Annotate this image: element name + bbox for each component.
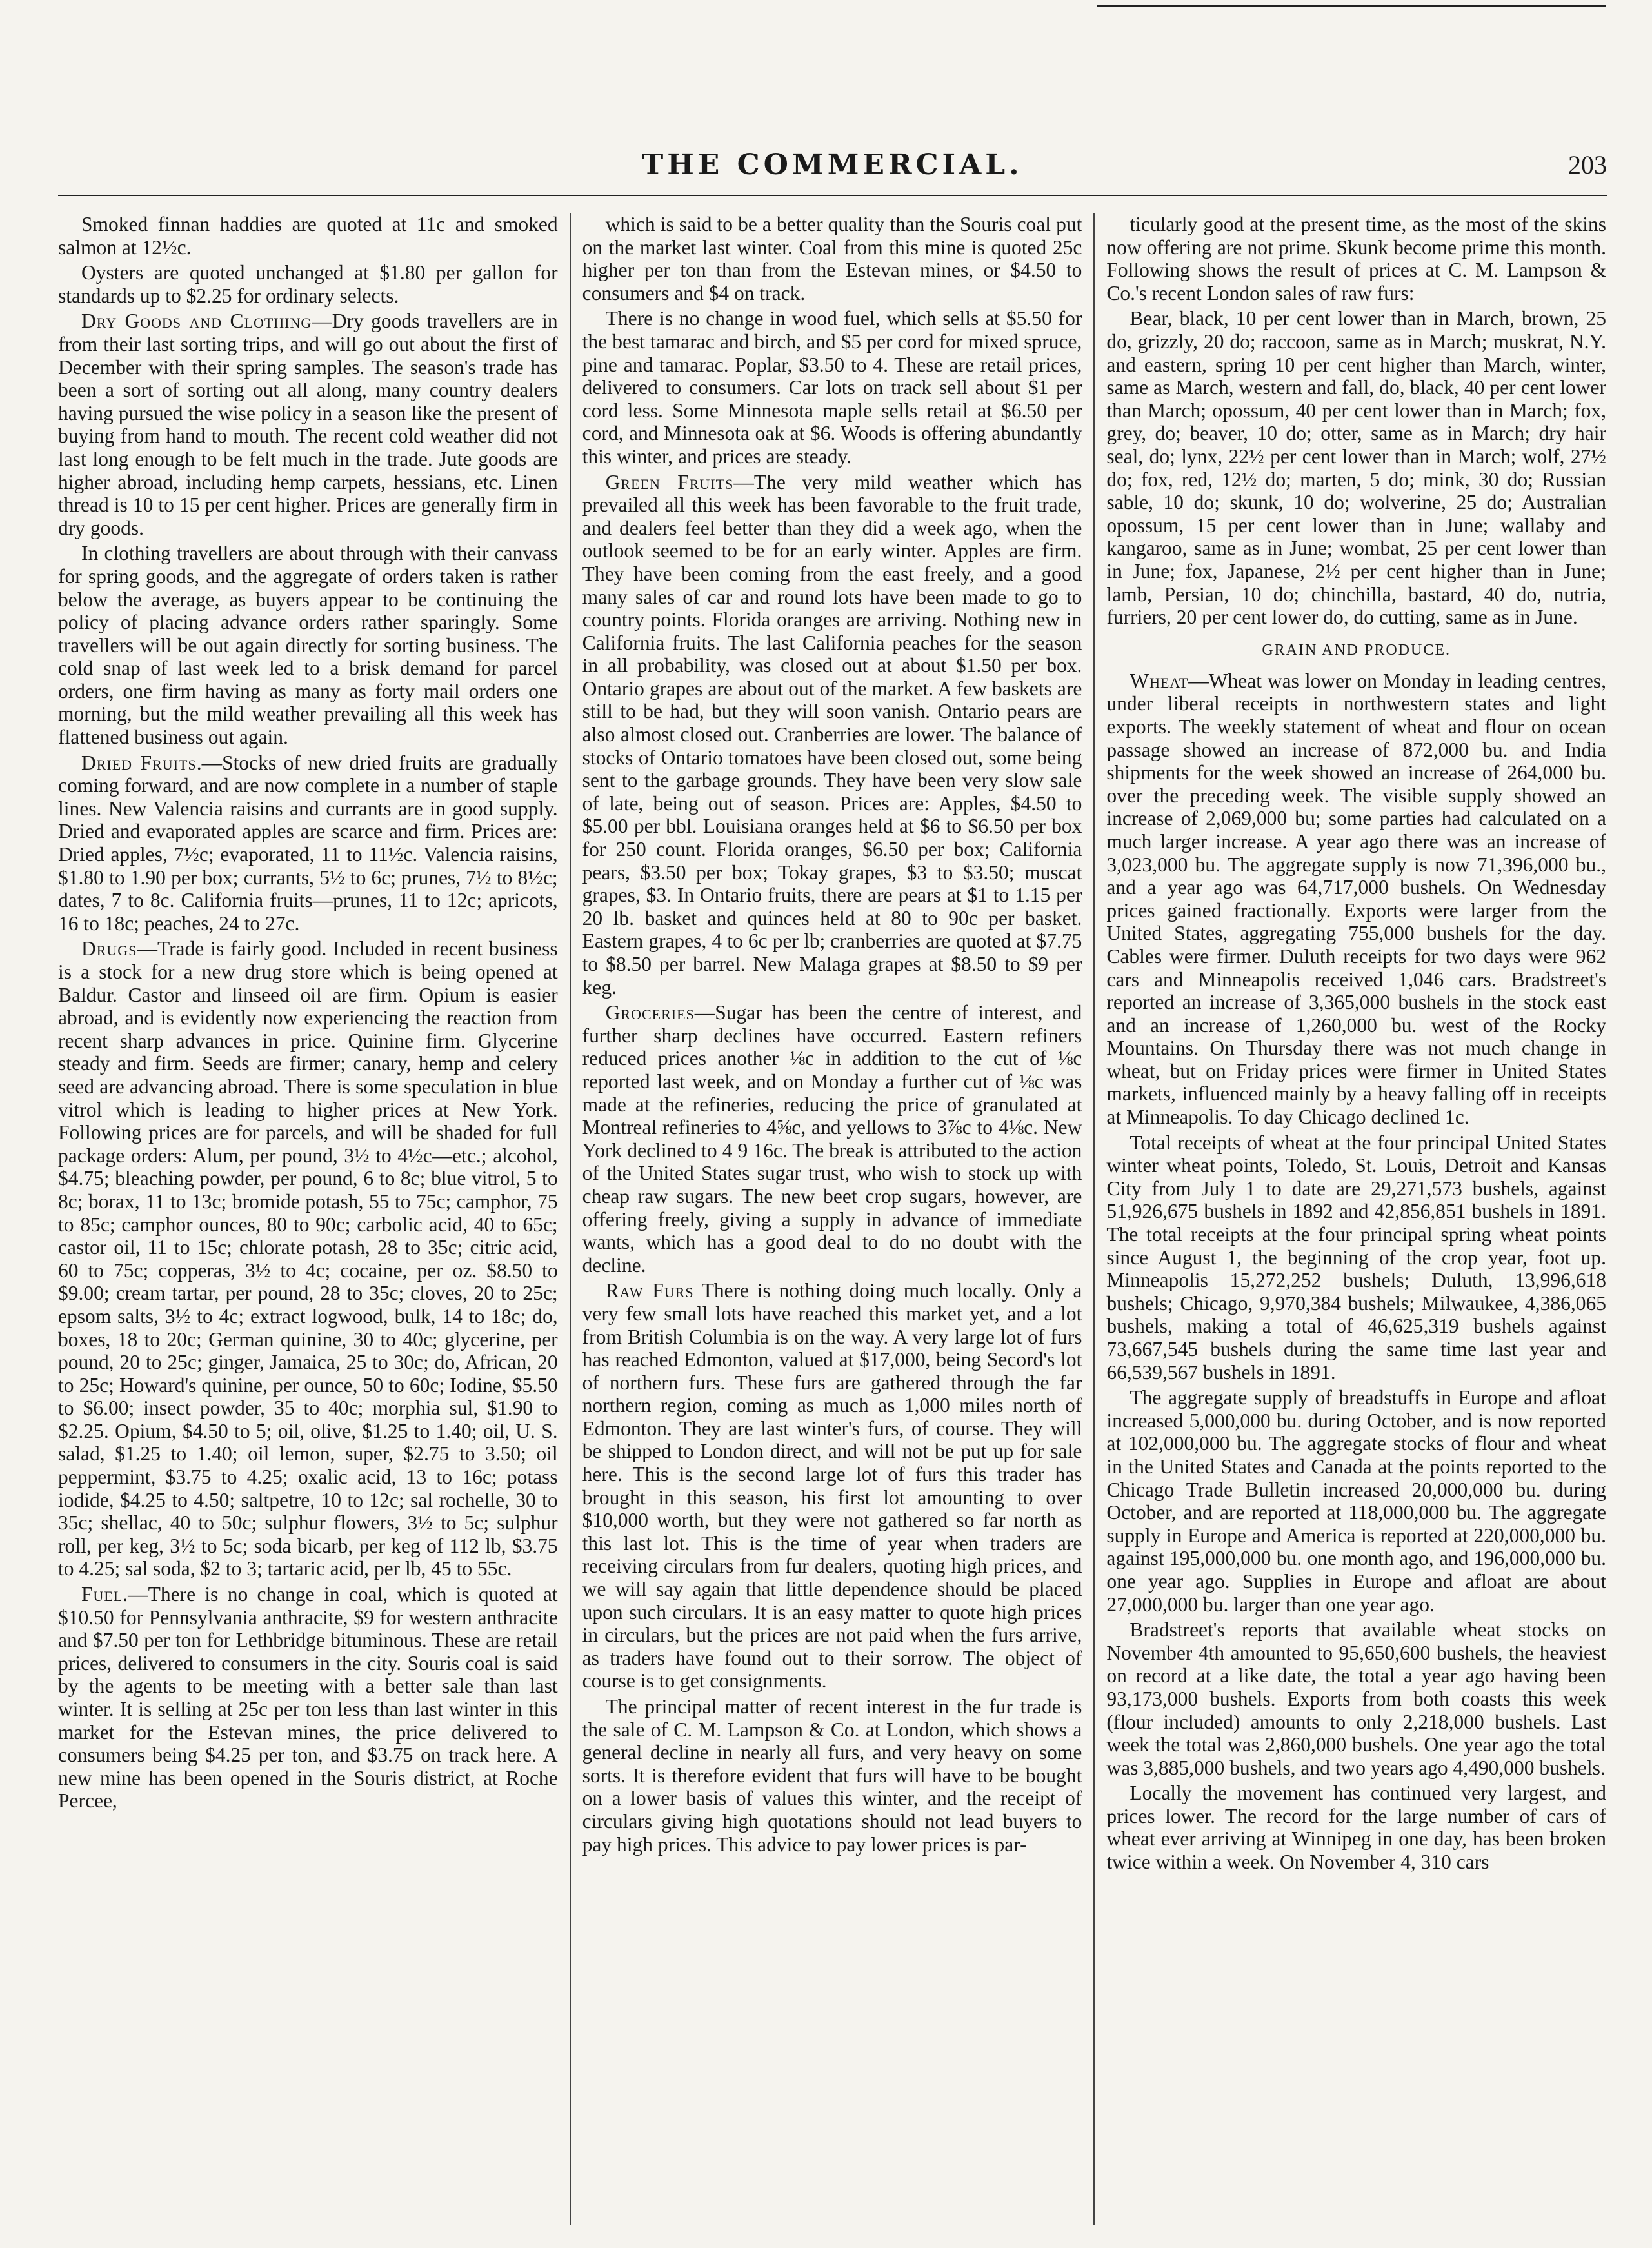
article-paragraph bbox=[1106, 1131, 1606, 1384]
column-1 bbox=[58, 213, 558, 2225]
article-paragraph bbox=[58, 542, 558, 748]
article-paragraph bbox=[58, 937, 558, 1580]
page-number: 203 bbox=[1568, 150, 1607, 179]
paragraph-text: In clothing travellers are about through with their canvass for spring goods, and the aggregate of orders taken is rather below the average, as buyers appear to be continuing the policy of placing advance orders rather sparingly. Some travellers will be out again directly for sorting business. The cold snap of last week led to a brisk demand for parcel orders, one firm having as many as forty mail orders one morning, but the mild weather prevailing all this week has flattened business out again. bbox=[58, 542, 558, 749]
article-columns bbox=[58, 213, 1606, 2225]
article-paragraph bbox=[582, 1695, 1082, 1856]
paragraph-lead: Groceries bbox=[605, 1001, 695, 1024]
article-paragraph bbox=[1106, 670, 1606, 1129]
paragraph-lead: Drugs bbox=[81, 937, 137, 960]
paragraph-text: —Trade is fairly good. Included in recent business is a stock for a new drug store which is being opened at Baldur. Castor and linseed oil are firm. Opium is easier abroad, and is evidently now experiencing the reaction from recent sharp advances in price. Quinine firm. Glycerine steady and firm. Seeds are firmer; canary, hemp and celery seed are advancing abroad. There is some speculation in blue vitrol which is leading to higher prices at New York. Following prices are for parcels, and will be shaded for full package orders: Alum, per pound, 3½ to 4½c—etc.; alcohol, $4.75; bleaching powder, per pound, 6 to 8c; blue vitrol, 5 to 8c; borax, 11 to 13c; bromide potash, 55 to 75c; camphor, 75 to 85c; camphor ounces, 80 to 90c; carbolic acid, 40 to 65c; castor oil, 11 to 15c; chlorate potash, 28 to 35c; citric acid, 60 to 75c; copperas, 3½ to 4c; cocaine, per oz. $8.50 to $9.00; cream tartar, per pound, 28 to 35c; cloves, 20 to 25c; epsom salts, 3½ to 4c; extract logwood, bulk, 14 to 18c; do, boxes, 18 to 20c; German quinine, 30 to 40c; glycerine, per pound, 20 to 25c; ginger, Jamaica, 25 to 30c; do, African, 20 to 25c; Howard's quinine, per ounce, 50 to 60c; Iodine, $5.50 to $6.00; insect powder, 35 to 40c; morphia sul, $1.90 to $2.25. Opium, $4.50 to 5; oil, olive, $1.25 to 1.40; oil, U. S. salad, $1.25 to 1.40; oil lemon, super, $2.75 to 3.50; oil peppermint, $3.75 to 4.25; oxalic acid, 13 to 16c; potass iodide, $4.25 to 4.50; saltpetre, 10 to 12c; sal rochelle, 30 to 35c; shellac, 40 to 50c; sulphur flowers, 3½ to 5c; sulphur roll, per keg, 3½ to 5c; soda bicarb, per keg of 112 lb, $3.75 to 4.25; sal soda, $2 to 3; tartaric acid, per lb, 45 to 55c. bbox=[58, 937, 558, 1580]
top-rule bbox=[1097, 5, 1606, 7]
column-2 bbox=[582, 213, 1082, 2225]
section-subheading: GRAIN AND PRODUCE. bbox=[1262, 641, 1451, 659]
paragraph-text: The aggregate supply of breadstuffs in Europe and afloat increased 5,000,000 bu. during October, and is now reported at 102,000,000 bu. The aggregate stocks of flour and wheat in the United States and Canada at the points reported to the Chicago Trade Bulletin increased 20,000,000 bu. during October, and are reported at 118,000,000 bu. The aggregate supply in Europe and America is reported at 220,000,000 bu. against 195,000,000 bu. one month ago, and 196,000,000 bu. one year ago. Supplies in Europe and afloat are about 27,000,000 bu. larger than one year ago. bbox=[1106, 1386, 1607, 1616]
article-paragraph bbox=[1106, 1782, 1606, 1873]
paragraph-lead: Fuel bbox=[81, 1583, 123, 1606]
article-paragraph bbox=[582, 1001, 1082, 1277]
paragraph-text: —Dry goods travellers are in from their last sorting trips, and will go out about the first of December with their spring samples. The season's trade has been a sort of sorting out all along, many country dealers having pursued the wise policy in a season like the present of buying from hand to mouth. The recent cold weather did not last long enough to be felt much in the trade. Jute goods are higher abroad, including hemp carpets, hessians, etc. Linen thread is 10 to 15 per cent higher. Prices are generally firm in dry goods. bbox=[58, 310, 558, 539]
header-rule bbox=[58, 194, 1607, 196]
article-paragraph bbox=[582, 307, 1082, 468]
paragraph-text: which is said to be a better quality than the Souris coal put on the market last winter. Coal from this mine is quoted 25c higher per ton than from the Estevan mines, or $4.50 to consumers and $4 on track. bbox=[582, 213, 1082, 304]
paragraph-text: Bradstreet's reports that available wheat stocks on November 4th amounted to 95,650,600 bushels, the heaviest on record at a like date, the total a year ago having been 93,173,000 bushels. Exports from both coasts this week (flour included) amounts to only 2,218,000 bushels. Last week the total was 2,860,000 bushels. One year ago the total was 3,885,000 bushels, and two years ago 4,490,000 bushels. bbox=[1106, 1618, 1607, 1779]
article-paragraph bbox=[1106, 1618, 1606, 1779]
paragraph-lead: Raw Furs bbox=[605, 1279, 694, 1302]
article-paragraph bbox=[582, 213, 1082, 304]
paragraph-lead: Dry Goods and Clothing bbox=[81, 310, 312, 333]
paragraph-text: .—Stocks of new dried fruits are gradually coming forward, and are now complete in a number of staple lines. New Valencia raisins and currants are in good supply. Dried and evaporated apples are scarce and firm. Prices are: Dried apples, 7½c; evaporated, 11 to 11½c. Valencia raisins, $1.80 to 1.90 per box; currants, 5½ to 6c; prunes, 7½ to 8½c; dates, 7 to 8c. California fruits—prunes, 11 to 12c; apricots, 16 to 18c; peaches, 24 to 27c. bbox=[58, 751, 558, 935]
paragraph-text: .—There is no change in coal, which is quoted at $10.50 for Pennsylvania anthracite, $9 for western anthracite and $7.50 per ton for Lethbridge bituminous. These are retail prices, delivered to consumers in the city. Souris coal is said by the agents to be meeting with a better sale than last winter. It is selling at 25c per ton less than last winter in this market for the Estevan mines, the price delivered to consumers being $4.25 per ton, and $3.75 on track here. A new mine has been opened in the Souris district, at Roche Percee, bbox=[58, 1583, 558, 1813]
paragraph-lead: Green Fruits bbox=[605, 470, 734, 493]
article-paragraph bbox=[58, 213, 558, 259]
article-paragraph bbox=[582, 471, 1082, 999]
article-paragraph bbox=[58, 751, 558, 935]
paragraph-text: —The very mild weather which has prevailed all this week has been favorable to the fruit trade, and dealers feel better than they did a week ago, when the outlook seemed to be for an early winter. Apples are firm. They have been coming from the east freely, and a good many sales of car and round lots have been made to go to country points. Florida oranges are arriving. Nothing new in California fruits. The last California peaches for the season in all probability, was closed out at about $1.50 per box. Ontario grapes are about out of the market. A few baskets are still to be had, but they will soon vanish. Ontario pears are also almost closed out. Cranberries are lower. The balance of stocks of Ontario tomatoes have been closed out, some being sent to the garbage grounds. They have been very slow sale of late, being out of season. Prices are: Apples, $4.50 to $5.00 per bbl. Louisiana oranges held at $6 to $6.50 per box for 250 count. Florida oranges, $6.50 per box; California pears, $3.50 per box; Tokay grapes, $3 to $3.50; muscat grapes, $3. In Ontario fruits, there are pears at $1 to 1.15 per 20 lb. basket and quinces held at 80 to 90c per basket. Eastern grapes, 4 to 6c per lb; cranberries are quoted at $7.75 to $8.50 per barrel. New Malaga grapes at $8.50 to $9 per keg. bbox=[582, 470, 1082, 999]
paragraph-text: The principal matter of recent interest in the fur trade is the sale of C. M. Lampson & Co. at London, which shows a general decline in nearly all furs, and very heavy on some sorts. It is therefore evident that furs will have to be bought on a lower basis of values this winter, and the receipt of circulars giving high quotations should not lead buyers to pay high prices. This advice to pay lower prices is par- bbox=[582, 1695, 1082, 1856]
paragraph-text: —Sugar has been the centre of interest, and further sharp declines have occurred. Eastern refiners reduced prices another ⅛c in addition to the cut of ⅛c reported last week, and on Monday a further cut of ⅛c was made at the refineries, reducing the price of granulated at Montreal refineries to 4⅝c, and yellows to 3⅞c to 4⅛c. New York declined to 4 9 16c. The break is attributed to the action of the United States sugar trust, who wish to stock up with cheap raw sugars. The new beet crop sugars, however, are offering freely, giving a supply in advance of immediate wants, which has a good deal to do no doubt with the decline. bbox=[582, 1001, 1082, 1277]
article-paragraph bbox=[1106, 1386, 1606, 1616]
masthead bbox=[58, 148, 1607, 187]
column-3 bbox=[1106, 213, 1606, 2225]
article-paragraph bbox=[58, 261, 558, 307]
article-paragraph bbox=[58, 310, 558, 539]
article-paragraph bbox=[58, 1583, 558, 1813]
paragraph-text: Smoked finnan haddies are quoted at 11c and smoked salmon at 12½c. bbox=[58, 213, 558, 259]
column-divider bbox=[570, 213, 571, 2225]
paragraph-text: Total receipts of wheat at the four principal United States winter wheat points, Toledo, St. Louis, Detroit and Kansas City from July 1 to date are 29,271,573 bushels, against 51,926,675 bushels in 1892 and 42,856,851 bushels in 1891. The total receipts at the four principal spring wheat points since August 1, the beginning of the crop year, foot up. Minneapolis 15,272,252 bushels; Duluth, 13,996,618 bushels; Chicago, 9,970,384 bushels; Milwaukee, 4,386,065 bushels, making a total of 46,625,319 bushels against 73,667,545 bushels during the same time last year and 66,539,567 bushels in 1891. bbox=[1106, 1131, 1607, 1384]
article-paragraph bbox=[582, 1279, 1082, 1693]
paragraph-text: There is nothing doing much locally. Only a very few small lots have reached this market yet, and a lot from British Columbia is on the way. A very large lot of furs has reached Edmonton, valued at $17,000, being Secord's lot of northern furs. These furs are gathered through the far northern region, coming as much as 1,000 miles north of Edmonton. They are last winter's furs, of course. They will be shipped to London direct, and will not be put up for sale here. This is the second large lot of furs this trader has brought in this season, his first lot amounting to over $10,000 worth, but they were not gathered so far north as this last lot. This is the time of year when traders are receiving circulars from fur dealers, quoting high prices, and we will say again that little dependence should be placed upon such circulars. It is an easy matter to quote high prices in circulars, but the prices are not paid when the furs arrive, as traders have found out to their sorrow. The object of course is to get consignments. bbox=[582, 1279, 1082, 1693]
paragraph-text: ticularly good at the present time, as the most of the skins now offering are not prime. Skunk become prime this month. Following shows the result of prices at C. M. Lampson & Co.'s recent London sales of raw furs: bbox=[1106, 213, 1607, 304]
article-paragraph bbox=[1106, 213, 1606, 304]
paragraph-text: Oysters are quoted unchanged at $1.80 per gallon for standards up to $2.25 for ordinary selects. bbox=[58, 261, 558, 307]
paragraph-text: Locally the movement has continued very largest, and prices lower. The record for the large number of cars of wheat ever arriving at Winnipeg in one day, has been broken twice within a week. On November 4, 310 cars bbox=[1106, 1782, 1607, 1874]
masthead-title: THE COMMERCIAL. bbox=[642, 148, 1023, 181]
article-paragraph bbox=[1106, 307, 1606, 628]
paragraph-text: —Wheat was lower on Monday in leading centres, under liberal receipts in northwestern states and light exports. The weekly statement of wheat and flour on ocean passage showed an increase of 872,000 bu. and India shipments for the week showed an increase of 264,000 bu. over the preceding week. The visible supply showed an increase of 2,069,000 bu; some parties had calculated on a much larger increase. A year ago there was an increase of 3,023,000 bu. The aggregate supply is now 71,396,000 bu., and a year ago was 64,717,000 bushels. On Wednesday prices gained fractionally. Exports were larger from the United States, aggregating 755,000 bushels for the day. Cables were firmer. Duluth receipts for two days were 962 cars and Minneapolis received 1,046 cars. Bradstreet's reported an increase of 3,365,000 bushels in the stock east and an increase of 1,260,000 bu. west of the Rocky Mountains. On Thursday there was not much change in wheat, but on Friday prices were firmer in United States markets, influenced mainly by a heavy falling off in receipts at Minneapolis. To day Chicago declined 1c. bbox=[1106, 669, 1607, 1129]
column-divider bbox=[1093, 213, 1095, 2225]
paragraph-lead: Dried Fruits bbox=[81, 751, 197, 774]
paragraph-text: Bear, black, 10 per cent lower than in March, brown, 25 do, grizzly, 20 do; raccoon, same as in March; muskrat, N.Y. and eastern, spring 10 per cent higher than March, winter, same as March, western and fall, do, black, 40 per cent lower than March; opossum, 40 per cent lower than in March; fox, grey, do; beaver, 10 do; otter, same as in March; dry hair seal, do; lynx, 22½ per cent lower than in March; wolf, 27½ do; fox, red, 12½ do; marten, 5 do; mink, 30 do; Russian sable, 10 do; skunk, 10 do; wolverine, 25 do; Australian opossum, 15 per cent lower than in June; wallaby and kangaroo, same as in June; wombat, 25 per cent lower than in June; fox, Japanese, 2½ per cent higher than in June; lamb, Persian, 10 do; chinchilla, bastard, 40 do, nutria, furriers, 20 per cent lower do, do cutting, same as in June. bbox=[1106, 307, 1607, 629]
paragraph-text: There is no change in wood fuel, which sells at $5.50 for the best tamarac and birch, and $5 per cord for mixed spruce, pine and tamarac. Poplar, $3.50 to 4. These are retail prices, delivered to consumers. Car lots on track sell about $1 per cord less. Some Minnesota maple sells retail at $6.50 per cord, and Minnesota oak at $6. Woods is offering abundantly this winter, and prices are steady. bbox=[582, 307, 1082, 468]
paragraph-lead: Wheat bbox=[1130, 669, 1189, 692]
